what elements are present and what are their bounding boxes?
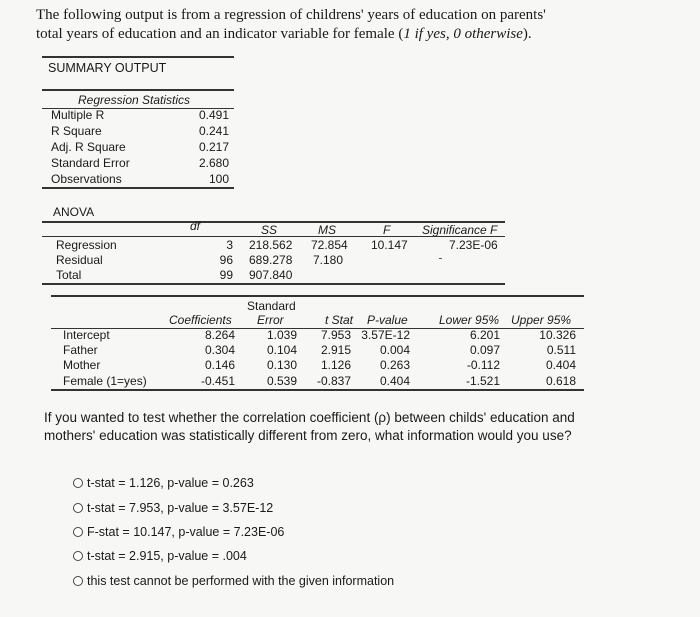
coef-header-upper: Upper 95%	[511, 313, 572, 327]
answer-option-label: t-stat = 7.953, p-value = 3.57E-12	[87, 501, 274, 515]
coef-value: 8.264	[204, 328, 235, 342]
answer-option[interactable]	[73, 573, 394, 589]
coef-header-t: t Stat	[325, 313, 354, 327]
coef-se: 0.539	[266, 374, 297, 388]
coef-lower: -1.521	[465, 374, 500, 388]
coef-lower: -0.112	[466, 358, 500, 372]
coef-value: 0.146	[204, 358, 235, 372]
coef-header-se: Error	[257, 313, 284, 327]
answer-option[interactable]	[73, 548, 247, 564]
anova-header-df: df	[190, 219, 201, 233]
reg-stat-label: Adj. R Square	[51, 140, 126, 154]
question-text: If you wanted to test whether the correlation coefficient (ρ) between childs' education and mothers' education was statistically different from zero, what information would you use?	[44, 410, 575, 443]
coef-upper: 10.326	[539, 328, 576, 342]
answer-option-label: this test cannot be performed with the given information	[87, 574, 395, 588]
coef-lower: 6.201	[469, 328, 500, 342]
coef-row-label: Intercept	[63, 328, 110, 342]
coef-p: 0.404	[379, 374, 410, 388]
reg-stat-label: Observations	[51, 172, 122, 186]
coef-upper: 0.404	[545, 358, 576, 372]
coef-lower: 0.097	[469, 343, 500, 357]
anova-row-label: Regression	[56, 238, 117, 252]
anova-title: ANOVA	[53, 205, 95, 219]
anova-sigf: 7.23E-06	[449, 238, 498, 252]
reg-stat-value: 100	[208, 172, 229, 186]
anova-bottom-rule	[42, 283, 505, 285]
coef-value: -0.451	[200, 374, 235, 388]
reg-stat-label: Multiple R	[51, 108, 105, 122]
question-intro: The following output is from a regression of childrens' years of education on parents' total years of education and an indicator variable for female (1 if yes, 0 otherwise).	[36, 7, 546, 42]
anova-ms: 72.854	[311, 238, 348, 252]
coef-row-label: Mother	[63, 358, 101, 372]
reg-stat-value: 0.491	[198, 108, 229, 122]
anova-ms: 7.180	[313, 253, 344, 267]
coef-upper: 0.618	[545, 374, 576, 388]
answer-option-label: t-stat = 2.915, p-value = .004	[87, 549, 247, 563]
reg-stat-label: R Square	[51, 124, 102, 138]
anova-header-rule	[42, 236, 505, 237]
answer-option[interactable]	[73, 524, 284, 540]
anova-header-sigf: Significance F	[422, 223, 498, 237]
answer-option[interactable]	[73, 500, 273, 516]
reg-stat-label: Standard Error	[51, 156, 130, 170]
coef-header-se-top: Standard	[247, 299, 296, 313]
coef-t: 1.126	[320, 358, 351, 372]
coef-se: 1.039	[266, 328, 297, 342]
anova-df: 99	[219, 268, 233, 282]
reg-stat-value: 2.680	[198, 156, 229, 170]
radio-icon[interactable]	[73, 527, 83, 537]
summary-divider	[42, 56, 234, 58]
reg-stats-top-rule	[42, 89, 234, 91]
coef-t: -0.837	[316, 374, 351, 388]
radio-icon[interactable]	[73, 503, 83, 513]
coef-header-coef: Coefficients	[169, 313, 232, 327]
coef-row-label: Father	[63, 343, 98, 357]
anova-f: 10.147	[371, 238, 408, 252]
coef-header-lower: Lower 95%	[439, 313, 500, 327]
reg-stats-bottom-rule	[42, 187, 234, 189]
anova-df: 96	[219, 253, 233, 267]
anova-ss: 689.278	[249, 253, 293, 267]
coef-header-p: P-value	[367, 313, 408, 327]
summary-title: SUMMARY OUTPUT	[48, 61, 167, 75]
coef-row-label: Female (1=yes)	[63, 374, 147, 388]
anova-ss: 907.840	[249, 268, 293, 282]
anova-header-ms: MS	[318, 223, 336, 237]
stray-mark	[439, 258, 442, 259]
coef-p: 0.263	[379, 358, 410, 372]
anova-row-label: Total	[56, 268, 82, 282]
reg-stat-value: 0.241	[198, 124, 229, 138]
coef-se: 0.104	[266, 343, 297, 357]
anova-header-ss: SS	[261, 223, 278, 237]
answer-option-label: F-stat = 10.147, p-value = 7.23E-06	[87, 525, 285, 539]
coef-t: 7.953	[320, 328, 351, 342]
radio-icon[interactable]	[73, 576, 83, 586]
anova-df: 3	[226, 238, 233, 252]
coef-se: 0.130	[266, 358, 297, 372]
coef-p: 3.57E-12	[361, 328, 410, 342]
coef-top-rule	[51, 295, 584, 297]
coef-bottom-rule	[51, 389, 584, 391]
coef-value: 0.304	[204, 343, 235, 357]
anova-row-label: Residual	[56, 253, 103, 267]
anova-ss: 218.562	[249, 238, 293, 252]
reg-stat-value: 0.217	[198, 140, 229, 154]
radio-icon[interactable]	[73, 478, 83, 488]
coef-p: 0.004	[379, 343, 410, 357]
reg-stats-title: Regression Statistics	[78, 93, 191, 107]
coef-upper: 0.511	[546, 343, 576, 357]
coef-t: 2.915	[320, 343, 351, 357]
anova-header-f: F	[383, 223, 391, 237]
answer-option-label: t-stat = 1.126, p-value = 0.263	[87, 476, 254, 490]
answer-option[interactable]	[73, 475, 254, 491]
radio-icon[interactable]	[73, 551, 83, 561]
